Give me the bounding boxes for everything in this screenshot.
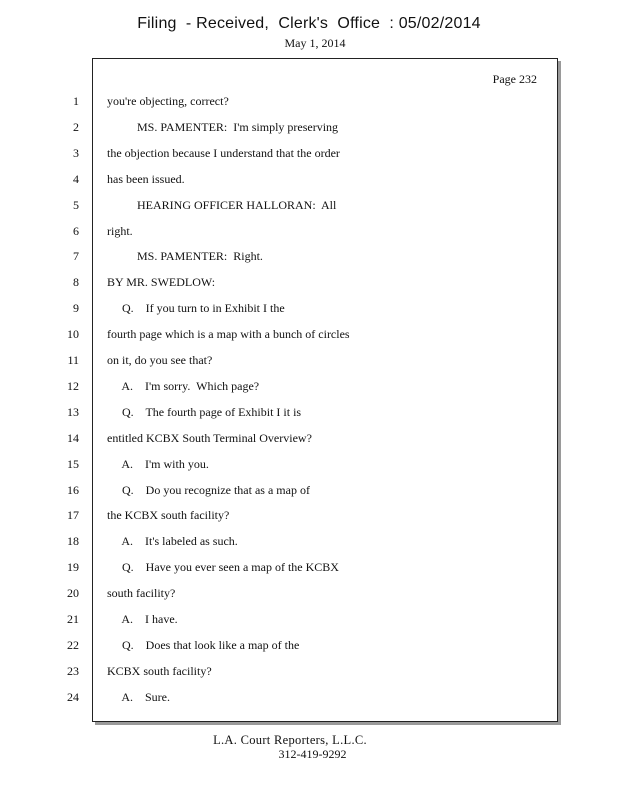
transcript-line-text: the objection because I understand that the order — [107, 146, 340, 160]
line-number: 20 — [67, 586, 79, 600]
line-number: 12 — [67, 379, 79, 393]
transcript-line-text: entitled KCBX South Terminal Overview? — [107, 431, 312, 445]
line-number: 2 — [73, 120, 79, 134]
transcript-line-text: Q. If you turn to in Exhibit I the — [107, 301, 285, 315]
line-number: 22 — [67, 638, 79, 652]
transcript-line-text: on it, do you see that? — [107, 353, 213, 367]
line-number: 9 — [73, 301, 79, 315]
filing-stamp: Filing - Received, Clerk's Office : 05/02/2014 — [137, 15, 481, 32]
transcript-line-text: A. It's labeled as such. — [107, 534, 238, 548]
line-number: 21 — [67, 612, 79, 626]
transcript-line-text: A. I'm sorry. Which page? — [107, 379, 260, 393]
transcript-line-text: BY MR. SWEDLOW: — [107, 275, 216, 289]
line-number: 11 — [67, 353, 79, 367]
transcript-line-text: MS. PAMENTER: Right. — [107, 249, 263, 263]
transcript-line-text: south facility? — [107, 586, 176, 600]
line-number: 5 — [73, 198, 79, 212]
line-number: 4 — [73, 172, 79, 186]
transcript-line-text: Q. The fourth page of Exhibit I it is — [107, 405, 302, 419]
line-number: 24 — [67, 690, 79, 704]
page-number: Page 232 — [492, 72, 537, 86]
transcript-line-text: HEARING OFFICER HALLORAN: All — [107, 198, 337, 212]
line-number: 23 — [67, 664, 79, 678]
line-number: 17 — [67, 508, 79, 522]
transcript-line-text: has been issued. — [107, 172, 185, 186]
transcript-line-text: you're objecting, correct? — [107, 94, 229, 108]
hearing-date: May 1, 2014 — [284, 36, 346, 50]
line-number: 16 — [67, 483, 79, 497]
transcript-line-text: the KCBX south facility? — [107, 508, 230, 522]
line-number: 7 — [73, 249, 79, 263]
reporter-phone: 312-419-9292 — [278, 747, 347, 761]
transcript-line-text: A. Sure. — [107, 690, 170, 704]
transcript-line-text: KCBX south facility? — [107, 664, 212, 678]
transcript-line-text: Q. Does that look like a map of the — [107, 638, 300, 652]
transcript-line-text: MS. PAMENTER: I'm simply preserving — [107, 120, 339, 134]
line-number: 13 — [67, 405, 79, 419]
transcript-line-text: Q. Have you ever seen a map of the KCBX — [107, 560, 339, 574]
line-number: 19 — [67, 560, 79, 574]
line-number: 8 — [73, 275, 79, 289]
reporter-company: L.A. Court Reporters, L.L.C. — [213, 733, 367, 747]
line-number: 1 — [73, 94, 79, 108]
transcript-line-text: fourth page which is a map with a bunch of circles — [107, 327, 350, 341]
line-number: 10 — [67, 327, 79, 341]
transcript-line-text: right. — [107, 224, 133, 238]
transcript-line-text: A. I have. — [107, 612, 178, 626]
line-number: 14 — [67, 431, 79, 445]
transcript-line-text: Q. Do you recognize that as a map of — [107, 483, 310, 497]
line-number: 18 — [67, 534, 79, 548]
transcript-line-text: A. I'm with you. — [107, 457, 209, 471]
line-number: 3 — [73, 146, 79, 160]
line-number: 6 — [73, 224, 79, 238]
line-number: 15 — [67, 457, 79, 471]
